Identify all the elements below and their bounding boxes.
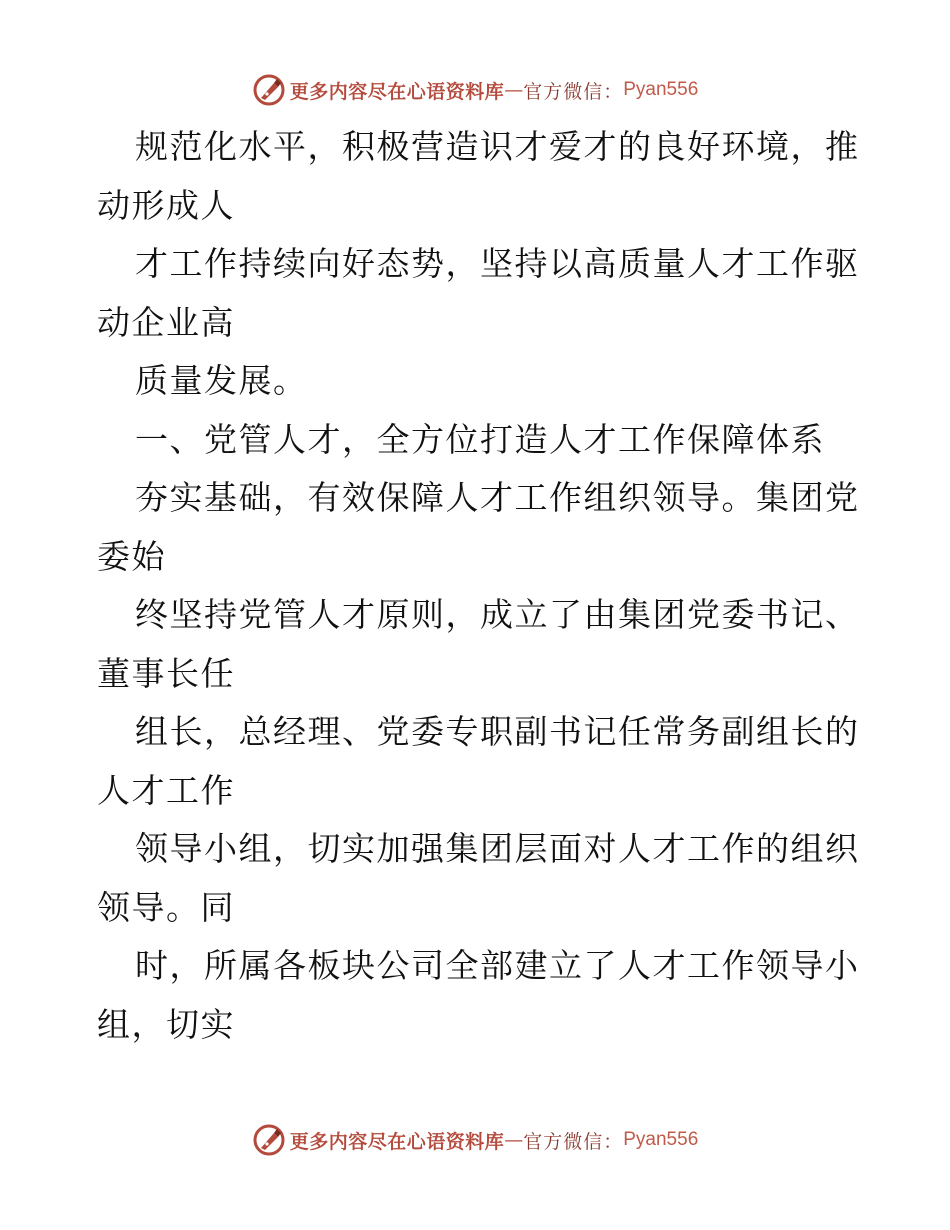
header-dash: — [504,79,524,101]
body-line: 规范化水平，积极营造识才爱才的良好环境，推 [135,127,860,166]
body-line: 才工作持续向好态势，坚持以高质量人才工作驱 [135,244,860,283]
body-line: 组，切实 [97,1004,235,1044]
body-line: 组长，总经理、党委专职副书记任常务副组长的 [135,712,860,751]
body-line: 董事长任 [97,653,235,693]
footer-banner [0,1120,950,1160]
section-heading: 一、党管人才，全方位打造人才工作保障体系 [135,419,825,459]
body-line: 领导。同 [97,887,235,927]
body-line: 领导小组，切实加强集团层面对人才工作的组织 [135,829,860,868]
body-line: 人才工作 [97,770,235,810]
document-body [97,118,860,1054]
footer-brand-text: 更多内容尽在心语资料库 [289,1130,505,1153]
body-line: 动企业高 [97,302,235,342]
body-line: 终坚持党管人才原则，成立了由集团党委书记、 [135,595,860,634]
footer-wechat-handle: Pyan556 [623,1129,699,1150]
header-wechat-label: 官方微信： [523,80,624,103]
body-line: 委始 [97,536,166,576]
pen-nib-logo-icon [252,73,286,107]
header-brand-text: 更多内容尽在心语资料库 [289,80,505,103]
pen-nib-logo-icon [252,1123,286,1157]
body-line: 质量发展。 [135,361,308,400]
body-line: 时，所属各板块公司全部建立了人才工作领导小 [135,946,860,985]
header-banner [0,70,950,110]
body-line: 动形成人 [97,185,235,225]
footer-dash: — [504,1129,524,1151]
footer-wechat-label: 官方微信： [523,1130,624,1153]
body-line: 夯实基础，有效保障人才工作组织领导。集团党 [135,478,860,517]
header-wechat-handle: Pyan556 [623,79,699,100]
